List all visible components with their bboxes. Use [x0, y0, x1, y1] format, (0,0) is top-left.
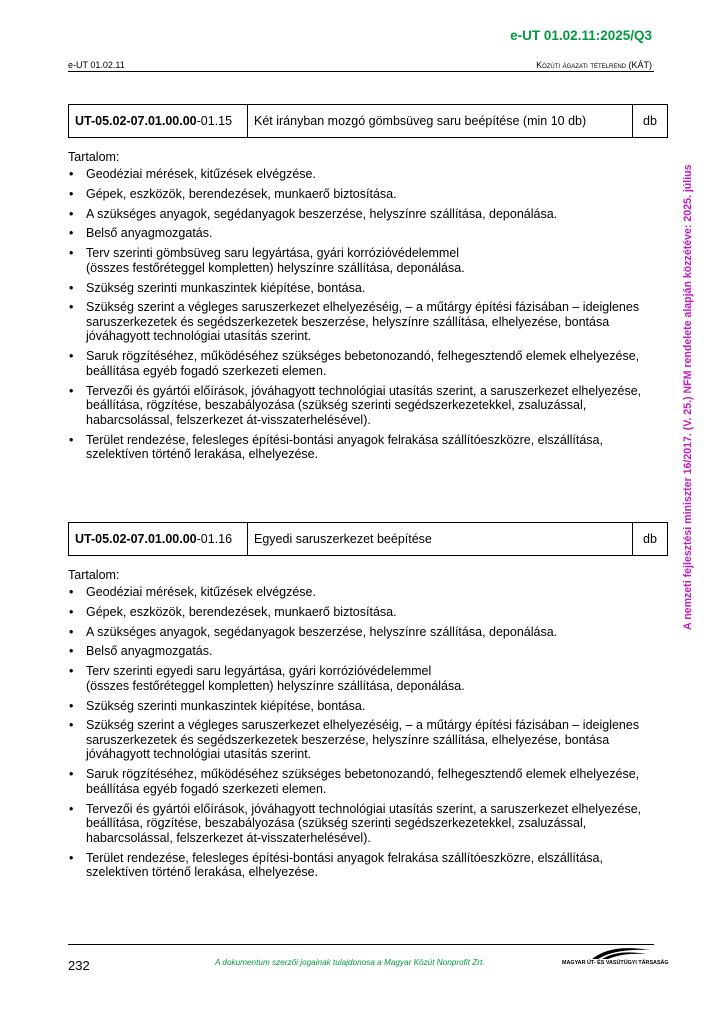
list-item: • Saruk rögzítéséhez, működéséhez szükséges bebetonozandó, felhegesztendő elemek elhelyezése, beállítása egyéb fogadó szerkezeti elemen.	[68, 349, 668, 378]
page-number: 232	[68, 958, 90, 973]
logo-text: MAGYAR ÚT- ÉS VASÚTÜGYI TÁRSASÁG	[562, 960, 669, 966]
item-unit: db	[633, 523, 668, 556]
side-note	[682, 96, 694, 630]
content-label: Tartalom:	[68, 150, 120, 164]
list-item: • A szükséges anyagok, segédanyagok beszerzése, helyszínre szállítása, deponálása.	[68, 207, 668, 222]
item-title: Egyedi saruszerkezet beépítése	[248, 523, 633, 556]
side-note-text: A nemzeti fejlesztési miniszter 16/2017. (V. 25.) NFM rendelete alapján közzétéve: 2025. július	[682, 164, 694, 630]
society-logo-icon	[562, 946, 654, 970]
list-item: • A szükséges anyagok, segédanyagok beszerzése, helyszínre szállítása, deponálása.	[68, 625, 668, 640]
header-left: e-UT 01.02.11	[68, 60, 125, 70]
header-right: Közúti ágazati tételrend (KÁT)	[536, 60, 652, 70]
item-section-1	[68, 104, 668, 467]
list-item: • Szükség szerint a végleges saruszerkezet elhelyezéséig, – a műtárgy építési fázisában – ideiglenes saruszerkezetek és segédszerkezetek beszerzése, helyszínre szállítása, elhelyezése, bontása jóváhagyott technológiai utasítás szerint.	[68, 718, 668, 762]
content-label: Tartalom:	[68, 568, 120, 582]
list-item: • Szükség szerinti munkaszintek kiépítése, bontása.	[68, 699, 668, 714]
list-item: • Terv szerinti gömbsüveg saru legyártása, gyári korrózióvédelemmel (összes festőréteggel kompletten) helyszínre szállítása, deponálása.	[68, 246, 668, 275]
footer-divider	[68, 944, 654, 945]
list-item: • Geodéziai mérések, kitűzések elvégzése.	[68, 585, 668, 600]
item-code	[69, 523, 248, 556]
item-unit: db	[633, 105, 668, 138]
item-header-table	[68, 104, 668, 138]
list-item: • Geodéziai mérések, kitűzések elvégzése.	[68, 167, 668, 182]
item-code-suffix: -01.16	[196, 532, 233, 546]
content-list	[68, 585, 668, 880]
item-header-table	[68, 522, 668, 556]
item-section-2	[68, 522, 668, 885]
content-list	[68, 167, 668, 462]
copyright-notice: A dokumentum szerzői jogainak tulajdonosa a Magyar Közút Nonprofit Zrt.	[215, 958, 485, 967]
document-code: e-UT 01.02.11:2025/Q3	[510, 28, 652, 43]
list-item: • Tervezői és gyártói előírások, jóváhagyott technológiai utasítás szerint, a saruszerkezet elhelyezése, beállítása, rögzítése, beszabályozása (szükség szerinti segédszerkezetekkel, zsaluzással, habarcsolással, felszerkezet át-visszaterhelésével).	[68, 802, 668, 846]
list-item: • Belső anyagmozgatás.	[68, 226, 668, 241]
list-item: • Tervezői és gyártói előírások, jóváhagyott technológiai utasítás szerint, a saruszerkezet elhelyezése, beállítása, rögzítése, beszabályozása (szükség szerinti segédszerkezetekkel, zsaluzással, habarcsolással, felszerkezet át-visszaterhelésével).	[68, 384, 668, 428]
item-code-bold: UT-05.02-07.01.00.00	[75, 532, 197, 546]
item-code	[69, 105, 248, 138]
item-title: Két irányban mozgó gömbsüveg saru beépítése (min 10 db)	[248, 105, 633, 138]
header-divider	[68, 71, 654, 72]
list-item: • Gépek, eszközök, berendezések, munkaerő biztosítása.	[68, 187, 668, 202]
list-item: • Terv szerinti egyedi saru legyártása, gyári korrózióvédelemmel (összes festőréteggel kompletten) helyszínre szállítása, deponálása.	[68, 664, 668, 693]
item-code-suffix: -01.15	[196, 114, 233, 128]
list-item: • Terület rendezése, felesleges építési-bontási anyagok felrakása szállítóeszközre, elszállítása, szelektíven történő lerakása, elhelyezése.	[68, 433, 668, 462]
item-code-bold: UT-05.02-07.01.00.00	[75, 114, 197, 128]
list-item: • Belső anyagmozgatás.	[68, 644, 668, 659]
list-item: • Terület rendezése, felesleges építési-bontási anyagok felrakása szállítóeszközre, elszállítása, szelektíven történő lerakása, elhelyezése.	[68, 851, 668, 880]
list-item: • Saruk rögzítéséhez, működéséhez szükséges bebetonozandó, felhegesztendő elemek elhelyezése, beállítása egyéb fogadó szerkezeti elemen.	[68, 767, 668, 796]
list-item: • Gépek, eszközök, berendezések, munkaerő biztosítása.	[68, 605, 668, 620]
list-item: • Szükség szerinti munkaszintek kiépítése, bontása.	[68, 281, 668, 296]
list-item: • Szükség szerint a végleges saruszerkezet elhelyezéséig, – a műtárgy építési fázisában – ideiglenes saruszerkezetek és segédszerkezetek beszerzése, helyszínre szállítása, elhelyezése, bontása jóváhagyott technológiai utasítás szerint.	[68, 300, 668, 344]
